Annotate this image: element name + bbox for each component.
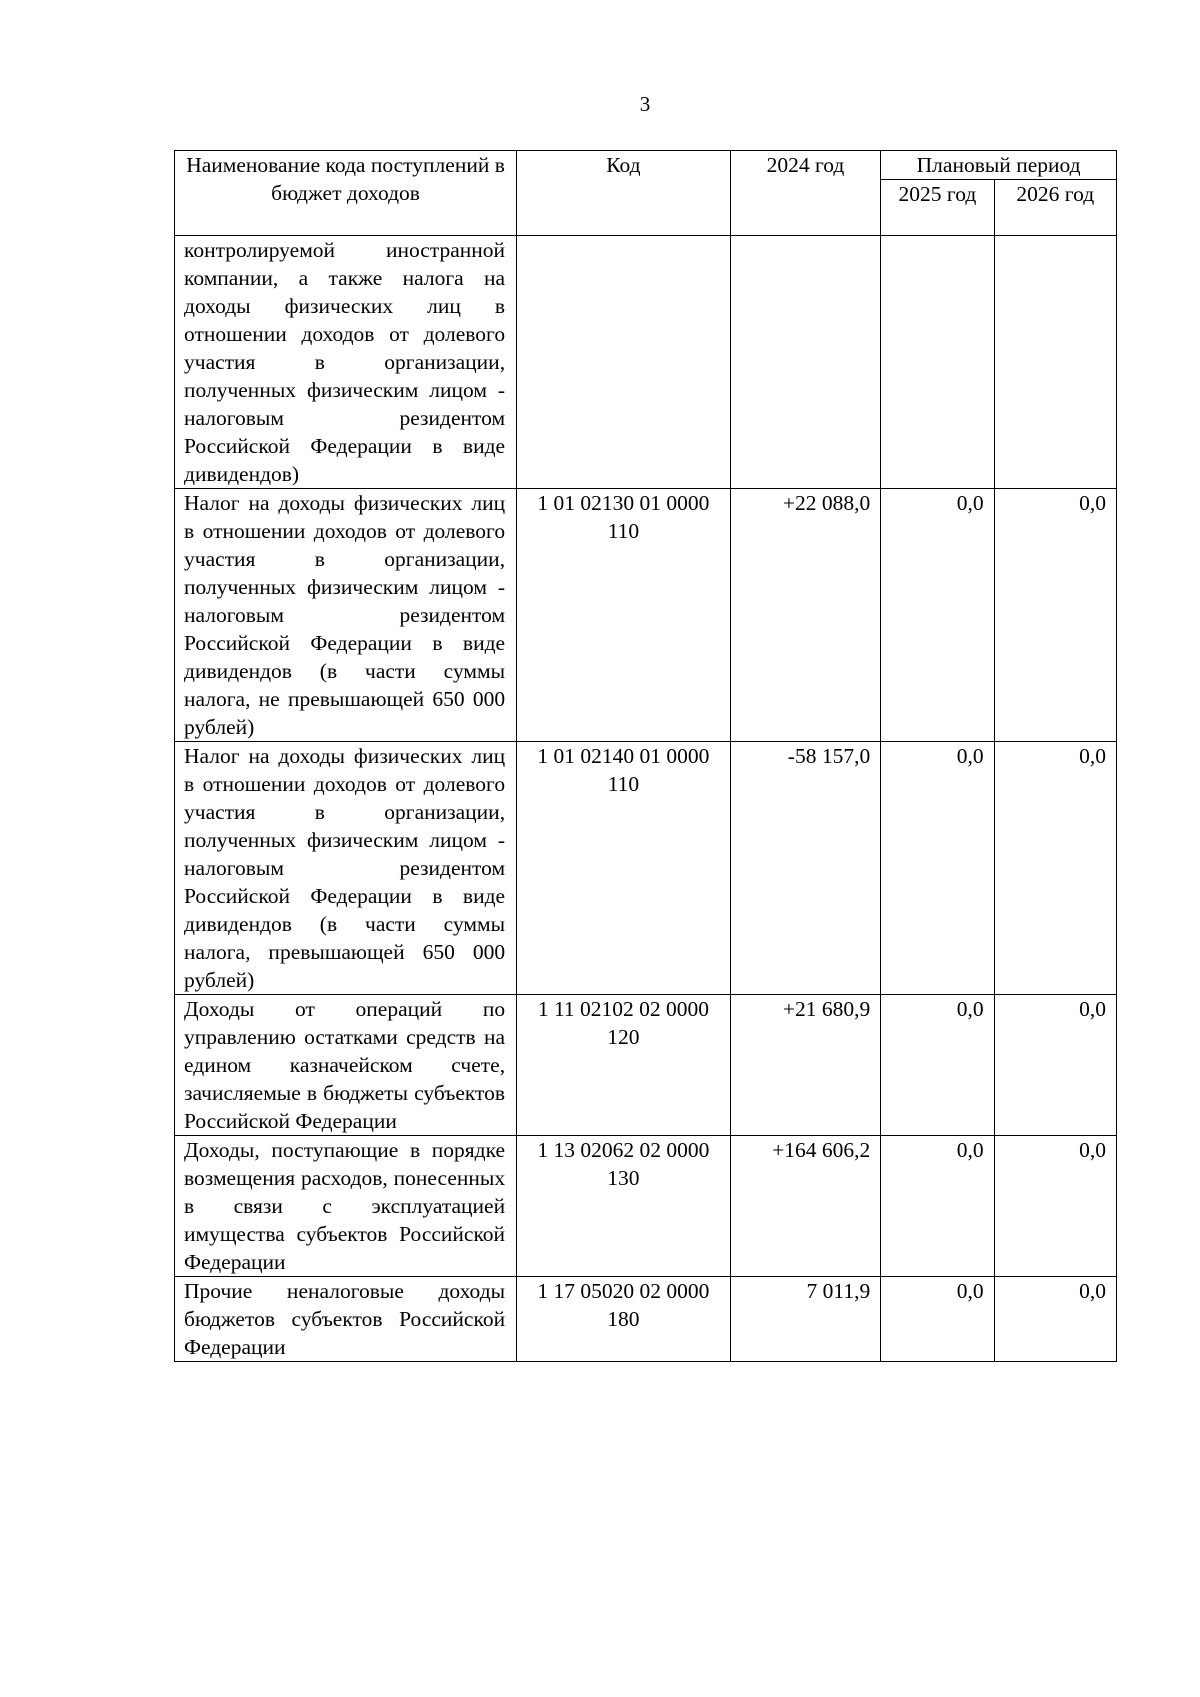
row-value-2025: 0,0 bbox=[881, 1136, 994, 1277]
row-value-2026 bbox=[994, 236, 1116, 489]
row-name: контролируемой иностранной компании, а также налога на доходы физических лиц в отношении доходов от долевого участия в организации, полученных физическим лицом - налоговым резидентом Российской Федерации в виде дивидендов) bbox=[175, 236, 517, 489]
row-name: Доходы от операций по управлению остатками средств на едином казначейском счете, зачисляемые в бюджеты субъектов Российской Федерации bbox=[175, 995, 517, 1136]
row-name: Прочие неналоговые доходы бюджетов субъектов Российской Федерации bbox=[175, 1277, 517, 1362]
header-code: Код bbox=[517, 151, 731, 236]
row-value-2025: 0,0 bbox=[881, 742, 994, 995]
row-value-2025: 0,0 bbox=[881, 489, 994, 742]
revenue-table bbox=[174, 150, 1117, 1362]
table-row bbox=[175, 489, 1117, 742]
row-value-2026: 0,0 bbox=[994, 742, 1116, 995]
row-value-2025 bbox=[881, 236, 994, 489]
row-value-2025: 0,0 bbox=[881, 995, 994, 1136]
header-2025: 2025 год bbox=[881, 180, 994, 236]
header-2024: 2024 год bbox=[730, 151, 880, 236]
row-name: Налог на доходы физических лиц в отношении доходов от долевого участия в организации, полученных физическим лицом - налоговым резидентом Российской Федерации в виде дивидендов (в части суммы налога, не превышающей 650 000 рублей) bbox=[175, 489, 517, 742]
table-row bbox=[175, 236, 1117, 489]
row-value-2024: +21 680,9 bbox=[730, 995, 880, 1136]
row-value-2026: 0,0 bbox=[994, 489, 1116, 742]
header-name: Наименование кода поступлений в бюджет доходов bbox=[175, 151, 517, 236]
row-value-2025: 0,0 bbox=[881, 1277, 994, 1362]
header-planned-period: Плановый период bbox=[881, 151, 1117, 180]
row-code: 1 01 02140 01 0000 110 bbox=[517, 742, 731, 995]
table-row bbox=[175, 995, 1117, 1136]
row-name: Налог на доходы физических лиц в отношении доходов от долевого участия в организации, полученных физическим лицом - налоговым резидентом Российской Федерации в виде дивидендов (в части суммы налога, превышающей 650 000 рублей) bbox=[175, 742, 517, 995]
row-value-2024 bbox=[730, 236, 880, 489]
row-value-2026: 0,0 bbox=[994, 995, 1116, 1136]
row-value-2024: -58 157,0 bbox=[730, 742, 880, 995]
table-row bbox=[175, 1136, 1117, 1277]
row-code: 1 13 02062 02 0000 130 bbox=[517, 1136, 731, 1277]
row-value-2024: +164 606,2 bbox=[730, 1136, 880, 1277]
table-row bbox=[175, 1277, 1117, 1362]
header-2026: 2026 год bbox=[994, 180, 1116, 236]
row-value-2026: 0,0 bbox=[994, 1136, 1116, 1277]
row-code: 1 17 05020 02 0000 180 bbox=[517, 1277, 731, 1362]
table-row bbox=[175, 742, 1117, 995]
row-value-2026: 0,0 bbox=[994, 1277, 1116, 1362]
row-name: Доходы, поступающие в порядке возмещения расходов, понесенных в связи с эксплуатацией имущества субъектов Российской Федерации bbox=[175, 1136, 517, 1277]
row-code: 1 11 02102 02 0000 120 bbox=[517, 995, 731, 1136]
row-value-2024: +22 088,0 bbox=[730, 489, 880, 742]
row-code bbox=[517, 236, 731, 489]
page-number: 3 bbox=[639, 92, 651, 116]
row-code: 1 01 02130 01 0000 110 bbox=[517, 489, 731, 742]
row-value-2024: 7 011,9 bbox=[730, 1277, 880, 1362]
